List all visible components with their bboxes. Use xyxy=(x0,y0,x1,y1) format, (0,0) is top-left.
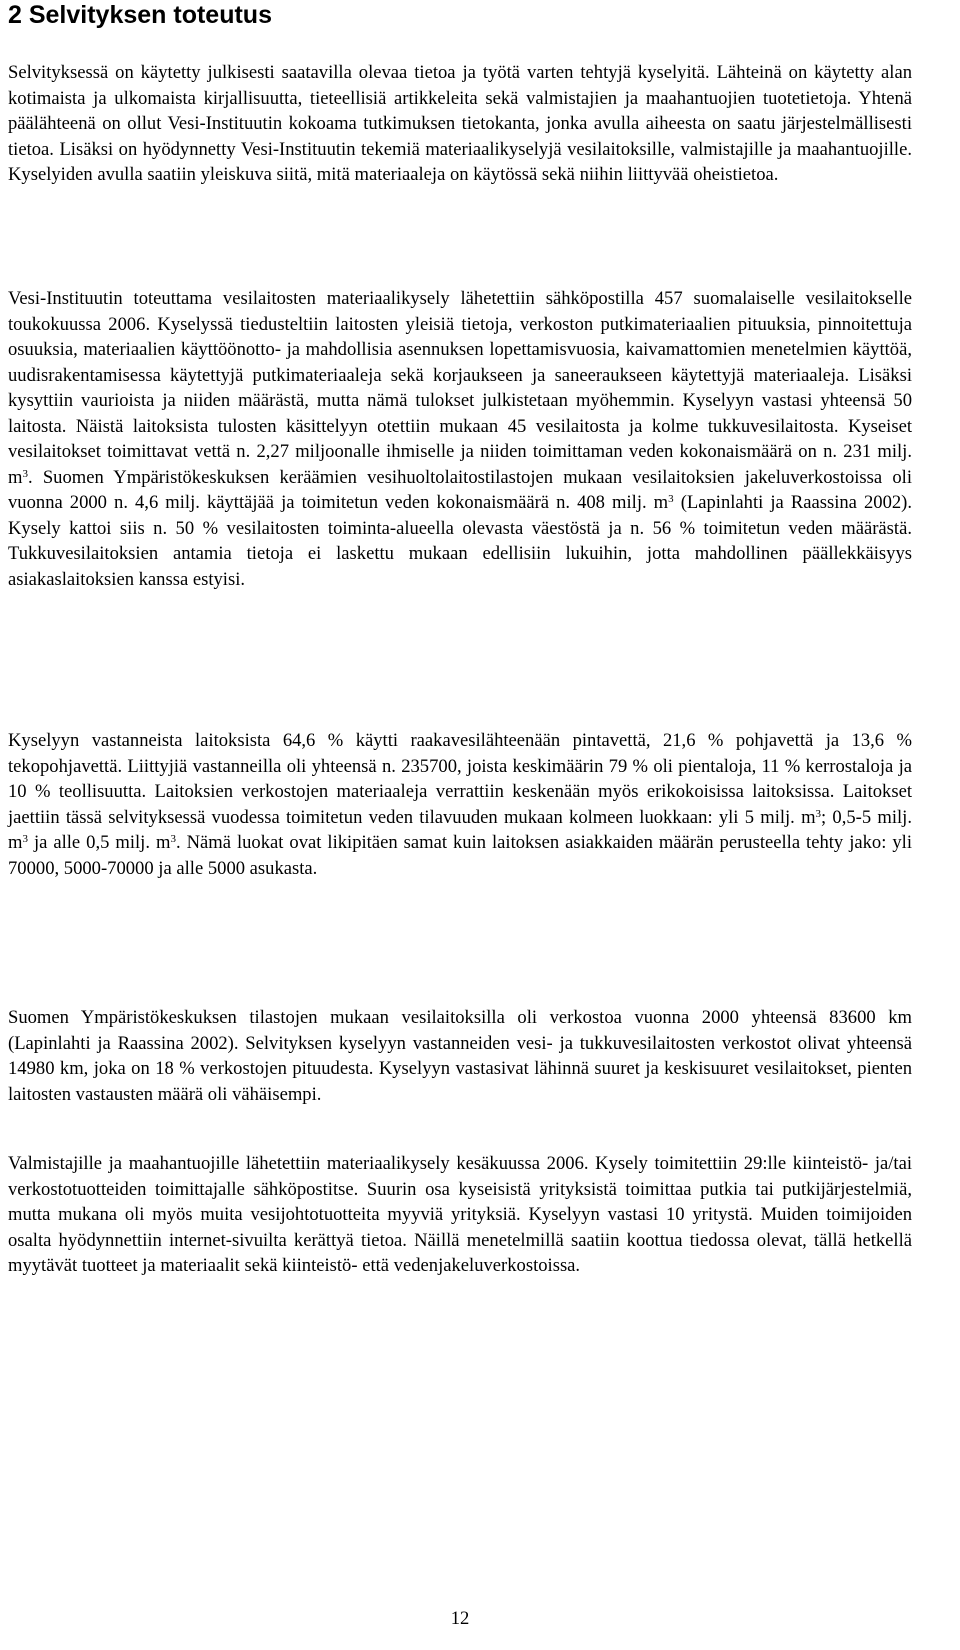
paragraph-network-statistics: Suomen Ympäristökeskuksen tilastojen mukaan vesilaitoksilla oli verkostoa vuonna 2000 yhteensä 83600 km (Lapinlahti ja Raassina 2002). Selvityksen kyselyyn vastanneiden vesi- ja tukkuvesilaitosten verkostot olivat yhteensä 14980 km, joka on 18 % verkostojen pituudesta. Kyselyyn vastasivat lähinnä suuret ja keskisuuret vesilaitokset, pienten laitosten vastausten määrä oli vähäisempi. xyxy=(8,1007,912,1105)
text-span: . Nämä luokat ovat likipitäen samat kuin laitoksen asiakkaiden määrän perusteella tehty jako: yli 70000, 5000-70000 ja alle 5000 asukasta. xyxy=(8,832,913,879)
text-span: Kyselyyn vastanneista laitoksista 64,6 % käytti raakavesilähteenään pintavettä, 21,6 % pohjavettä ja 13,6 % tekopohjavettä. Liittyjiä vastanneilla oli yhteensä n. 235700, joista keskimäärin 79 % oli pientaloja, 11 % kerrostaloja ja 10 % teollisuutta. Laitoksien verkostojen materiaaleja verrattiin keskenään myös erikokoisissa laitoksissa. Laitokset jaettiin tässä selvityksessä vuodessa toimitetun veden tilavuuden mukaan kolmeen luokkaan: yli 5 milj. m xyxy=(8,730,912,828)
superscript: 3 xyxy=(170,832,176,845)
superscript: 3 xyxy=(22,467,28,480)
text-span: (Lapinlahti ja Raassina 2002). Kysely kattoi siis n. 50 % vesilaitosten toiminta-alueella olevasta väestöstä ja n. 56 % toimitetun veden määrästä. Tukkuvesilaitoksien antamia tietoja ei laskettu mukaan edellisiin lukuihin, jotta mahdollinen päällekkäisyys asiakaslaitoksien kanssa estyisi. xyxy=(8,492,912,590)
paragraph-sources: Selvityksessä on käytetty julkisesti saatavilla olevaa tietoa ja työtä varten tehtyjä kyselyitä. Lähteinä on käytetty alan kotimaista ja ulkomaista kirjallisuutta, tieteellisiä artikkeleita sekä valmistajien ja maahantuojien tuotetietoja. Yhtenä päälähteenä on ollut Vesi-Instituutin kokoama tutkimuksen tietokanta, jonka avulla aiheesta on saatu järjestelmällisesti tietoa. Lisäksi on hyödynnetty Vesi-Instituutin tekemiä materiaalikyselyjä vesilaitoksille, valmistajille ja maahantuojille. Kyselyiden avulla saatiin yleiskuva siitä, mitä materiaaleja on käytössä sekä niihin liittyvää oheistietoa. xyxy=(8,62,912,185)
text-span: ; 0,5-5 milj. m xyxy=(8,806,912,853)
superscript: 3 xyxy=(668,492,674,505)
superscript: 3 xyxy=(815,807,822,820)
text-span: Vesi-Instituutin toteuttama vesilaitosten materiaalikysely lähetettiin sähköpostilla 457 suomalaiselle vesilaitokselle toukokuussa 2006. Kyselyssä tiedusteltiin laitosten yleisiä tietoja, verkoston putkimateriaalien pituuksia, pinnoitettuja osuuksia, materiaalien käyttöönotto- ja mahdollisia asennuksen lopettamisvuosia, kaivamattomien menetelmien käyttöä, uudisrakentamisessa käytettyjä putkimateriaaleja sekä korjaukseen ja saneeraukseen käytettyjä materiaaleja. Lisäksi kysyttiin vaurioista ja niiden määrästä, mutta nämä tulokset julkistetaan myöhemmin. Kyselyyn vastasi yhteensä 50 laitosta. Näistä laitoksista tulosten käsittelyyn otettiin mukaan 45 vesilaitosta ja kolme tukkuvesilaitosta. Kyseiset vesilaitokset toimittavat vettä n. 2,27 miljoonalle ihmiselle ja niiden toimittaman veden kokonaismäärä on n. 231 milj. m xyxy=(8,288,912,488)
page-number: 12 xyxy=(450,1608,470,1629)
document-page xyxy=(8,0,913,1629)
section-heading: 2 Selvityksen toteutus xyxy=(8,1,272,29)
paragraph-water-utility-survey xyxy=(8,286,912,592)
paragraph-survey-results xyxy=(8,728,912,881)
text-span: ja alle 0,5 milj. m xyxy=(27,832,171,853)
superscript: 3 xyxy=(22,832,28,845)
paragraph-manufacturer-survey: Valmistajille ja maahantuojille lähetettiin materiaalikysely kesäkuussa 2006. Kysely toimitettiin 29:lle kiinteistö- ja/tai verkostotuotteiden toimittajalle sähköpostitse. Suurin osa kyseisistä yrityksistä toimittaa putkia tai putkijärjestelmiä, mutta mukana oli myös muita vesijohtotuotteita myyviä yrityksiä. Kyselyyn vastasi 10 yritystä. Muiden toimijoiden osalta hyödynnettiin internet-sivuilta kerättyä tietoa. Näillä menetelmillä saatiin koottua tiedossa olevat, tällä hetkellä myytävät tuotteet ja materiaalit sekä kiinteistö- että vedenjakeluverkostoissa. xyxy=(8,1153,912,1276)
text-span: . Suomen Ympäristökeskuksen keräämien vesihuoltolaitostilastojen mukaan vesilaitoksien jakeluverkostoissa oli vuonna 2000 n. 4,6 milj. käyttäjää ja toimitetun veden kokonaismäärä n. 408 milj. m xyxy=(8,466,912,513)
